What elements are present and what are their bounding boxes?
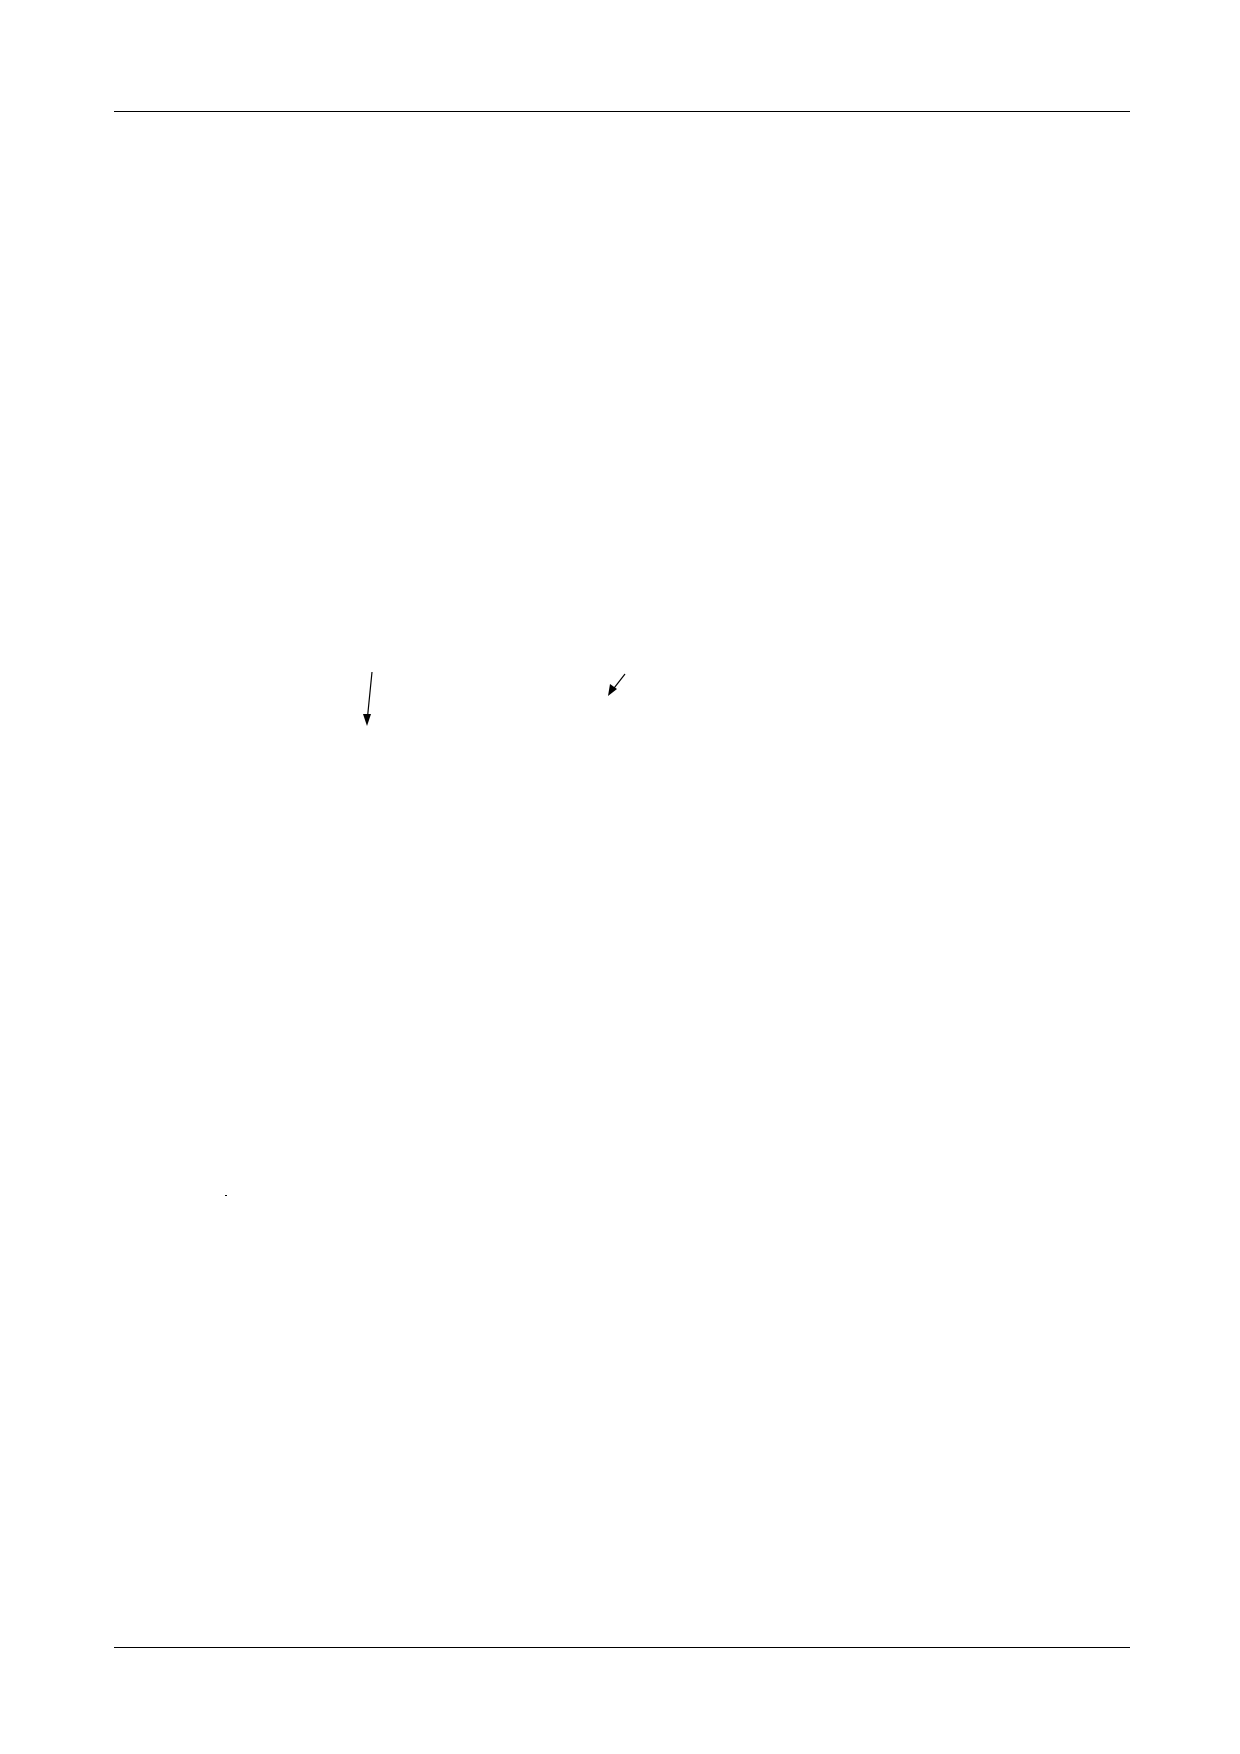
timing-diagram: [0, 270, 1240, 1100]
footer-rule: [114, 1647, 1130, 1648]
vsp-arrowhead: [363, 714, 371, 726]
header-rule: [114, 111, 1130, 112]
vbb-half-fraction: [225, 1195, 227, 1196]
high-impedance-note: [225, 1195, 237, 1196]
